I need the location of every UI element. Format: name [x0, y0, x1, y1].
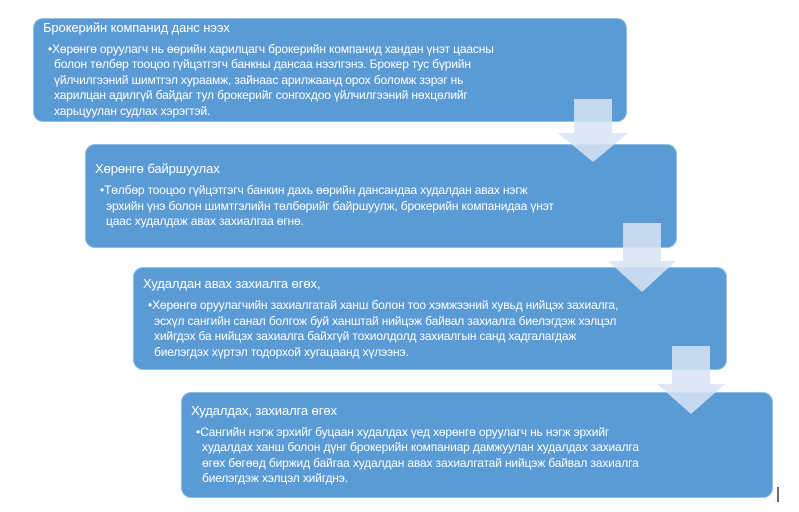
step-body [95, 183, 554, 230]
step-box-open-account[interactable] [33, 18, 627, 122]
step-title: Хөрөнгө байршуулах [95, 161, 220, 177]
step-title: Худалдан авах захиалга өгөх, [143, 276, 321, 291]
step-box-place-buy-order[interactable] [133, 267, 727, 370]
bullet-marker: • [148, 298, 153, 312]
step-body [191, 425, 657, 487]
step-body-text: Сангийн нэгж эрхийг буцаан худалдах үед хөрөнгө оруулагч нь нэгж эрхийг худалдах ханш болон дүнг брокерийн компаниар дамжуулан худалдах захиалга өгөх бөгөөд биржид байгаа худалдан авах захиалгатай нийцэж байвал захиалга биелэгдэж хэлцэл хийгднэ. [200, 424, 639, 485]
text-cursor [777, 487, 779, 502]
step-body [143, 298, 622, 360]
step-title: Брокерийн компанид данс нээх [43, 19, 230, 35]
bullet-marker: • [48, 41, 53, 56]
bullet-marker: • [100, 183, 105, 198]
step-body-text: Төлбөр тооцоо гүйцэтгэгч банкин дахь өөрийн дансандаа худалдан авах нэгж эрхийн үнэ болон шимтгэлийн төлбөрийг байршуулж, брокерийн компанидаа үнэт цаас худалдаж авах захиалгаа өгнө. [104, 183, 554, 229]
step-box-place-sell-order[interactable] [181, 392, 773, 498]
step-box-deposit-funds[interactable] [85, 144, 677, 248]
step-body [43, 42, 516, 120]
step-title: Худалдах, захиалга өгөх [191, 402, 337, 418]
step-body-text: Хөрөнгө оруулагч нь өөрийн харилцагч брокерийн компанид хандан үнэт цаасны болон төлбөр тооцоо гүйцэтгэгч банкны дансаа нээлгэнэ. Брокер тус бүрийн үйлчилгээний шимтгэл хураамж, зайнаас арилжаанд орох боломж зэрэг нь харилцан адилгүй байдаг тул брокерийг сонгохдоо үйлчилгээний нөхцөлийг харьцуулан судлах хэрэгтэй. [52, 41, 494, 118]
step-body-text: Хөрөнгө оруулагчийн захиалгатай ханш болон тоо хэмжээний хувьд нийцэх захиалга, эсхүл сангийн санал болгож буй ханштай нийцэж байвал захиалга биелэгдэж хэлцэл хийгдэх ба нийцэх захиалга байхгүй тохиолдолд захиалгын санд хадгалагдаж биелэгдэх хүртэл тодорхой хугацаанд хүлээнэ. [152, 298, 619, 359]
bullet-marker: • [196, 424, 201, 439]
